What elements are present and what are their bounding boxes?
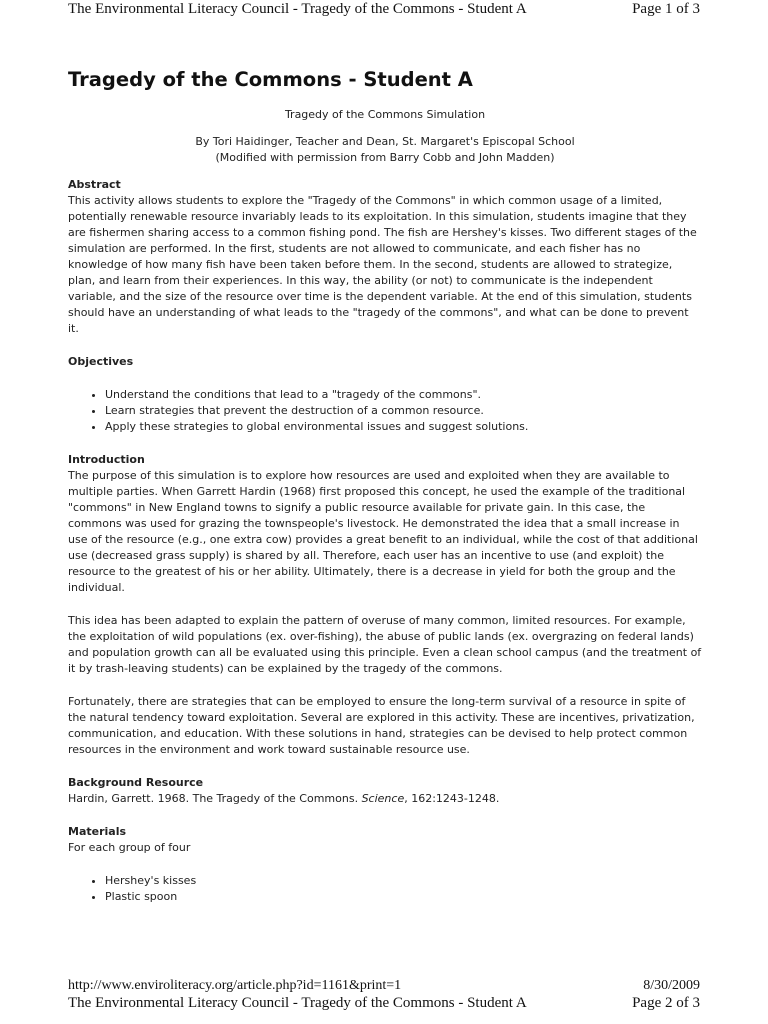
abstract-heading: Abstract [68,178,121,191]
objectives-heading: Objectives [68,355,134,368]
footer-page-number: Page 2 of 3 [632,995,700,1011]
list-item: • Apply these strategies to global environmental issues and suggest solutions. [105,419,702,435]
materials-heading: Materials [68,825,127,838]
abstract-text: This activity allows students to explore the "Tragedy of the Commons" in which common usage of a limited, potentially renewable resource invariably leads to its exploitation. In this simulation, students imagine that they are fishermen sharing access to a common fishing pond. The fish are Hershey's kisses. Two different stages of the simulation are performed. In the first, students are not allowed to communicate, and each fisher has no knowledge of how many fish have been taken before them. In the second, students are allowed to strategize, plan, and learn from their experiences. In this way, the ability (or not) to communicate is the independent variable, and the size of the resource over time is the dependent variable. At the end of this simulation, students should have an understanding of what leads to the "tragedy of the commons", and what can be done to prevent it. [68,194,697,335]
materials-intro: For each group of four [68,841,191,854]
background-citation [68,791,702,807]
footer-date: 8/30/2009 [643,978,700,993]
article-body [68,66,702,905]
materials-list [68,873,702,905]
citation-text: Hardin, Garrett. 1968. The Tragedy of the Commons. [68,792,362,805]
citation-volume: , 162:1243-1248. [404,792,500,805]
background-heading: Background Resource [68,776,204,789]
objectives-list [68,387,702,435]
list-item: • Learn strategies that prevent the destruction of a common resource. [105,403,702,419]
page-title: Tragedy of the Commons - Student A [68,68,473,91]
header-page-number: Page 1 of 3 [632,1,700,17]
article-subtitle: Tragedy of the Commons Simulation [284,108,486,121]
introduction-paragraph-2: This idea has been adapted to explain the pattern of overuse of many common, limited resources. For example, the exploitation of wild populations (ex. over-fishing), the abuse of public lands (ex. overgrazing on federal lands) and population growth can all be evaluated using this principle. Even a clean school campus (and the treatment of it by trash-leaving students) can be explained by the tragedy of the commons. [68,614,702,675]
footer-url: http://www.enviroliteracy.org/article.php?id=1161&print=1 [68,978,402,993]
author-byline: By Tori Haidinger, Teacher and Dean, St. Margaret's Episcopal School [195,135,575,148]
list-item: • Hershey's kisses [105,873,702,889]
footer-document-title: The Environmental Literacy Council - Tragedy of the Commons - Student A [68,995,527,1011]
introduction-paragraph-3: Fortunately, there are strategies that can be employed to ensure the long-term survival of a resource in spite of the natural tendency toward exploitation. Several are explored in this activity. These are incentives, privatization, communication, and education. With these solutions in hand, strategies can be devised to help protect common resources in the environment and work toward sustainable resource use. [68,695,695,756]
permission-note: (Modified with permission from Barry Cobb and John Madden) [215,151,555,164]
list-item: • Understand the conditions that lead to a "tragedy of the commons". [105,387,702,403]
citation-journal: Science [361,792,405,805]
list-item: • Plastic spoon [105,889,702,905]
header-document-title: The Environmental Literacy Council - Tragedy of the Commons - Student A [68,1,527,17]
introduction-paragraph-1: The purpose of this simulation is to explore how resources are used and exploited when they are available to multiple parties. When Garrett Hardin (1968) first proposed this concept, he used the example of the traditional "commons" in New England towns to signify a public resource available for private gain. In this case, the commons was used for grazing the townspeople's livestock. He demonstrated the idea that a small increase in use of the resource (e.g., one extra cow) provides a great benefit to an individual, while the cost of that additional use (decreased grass supply) is shared by all. Therefore, each user has an incentive to use (and exploit) the resource to the greatest of his or her ability. Ultimately, there is a decrease in yield for both the group and the individual. [68,469,698,594]
introduction-heading: Introduction [68,453,145,466]
